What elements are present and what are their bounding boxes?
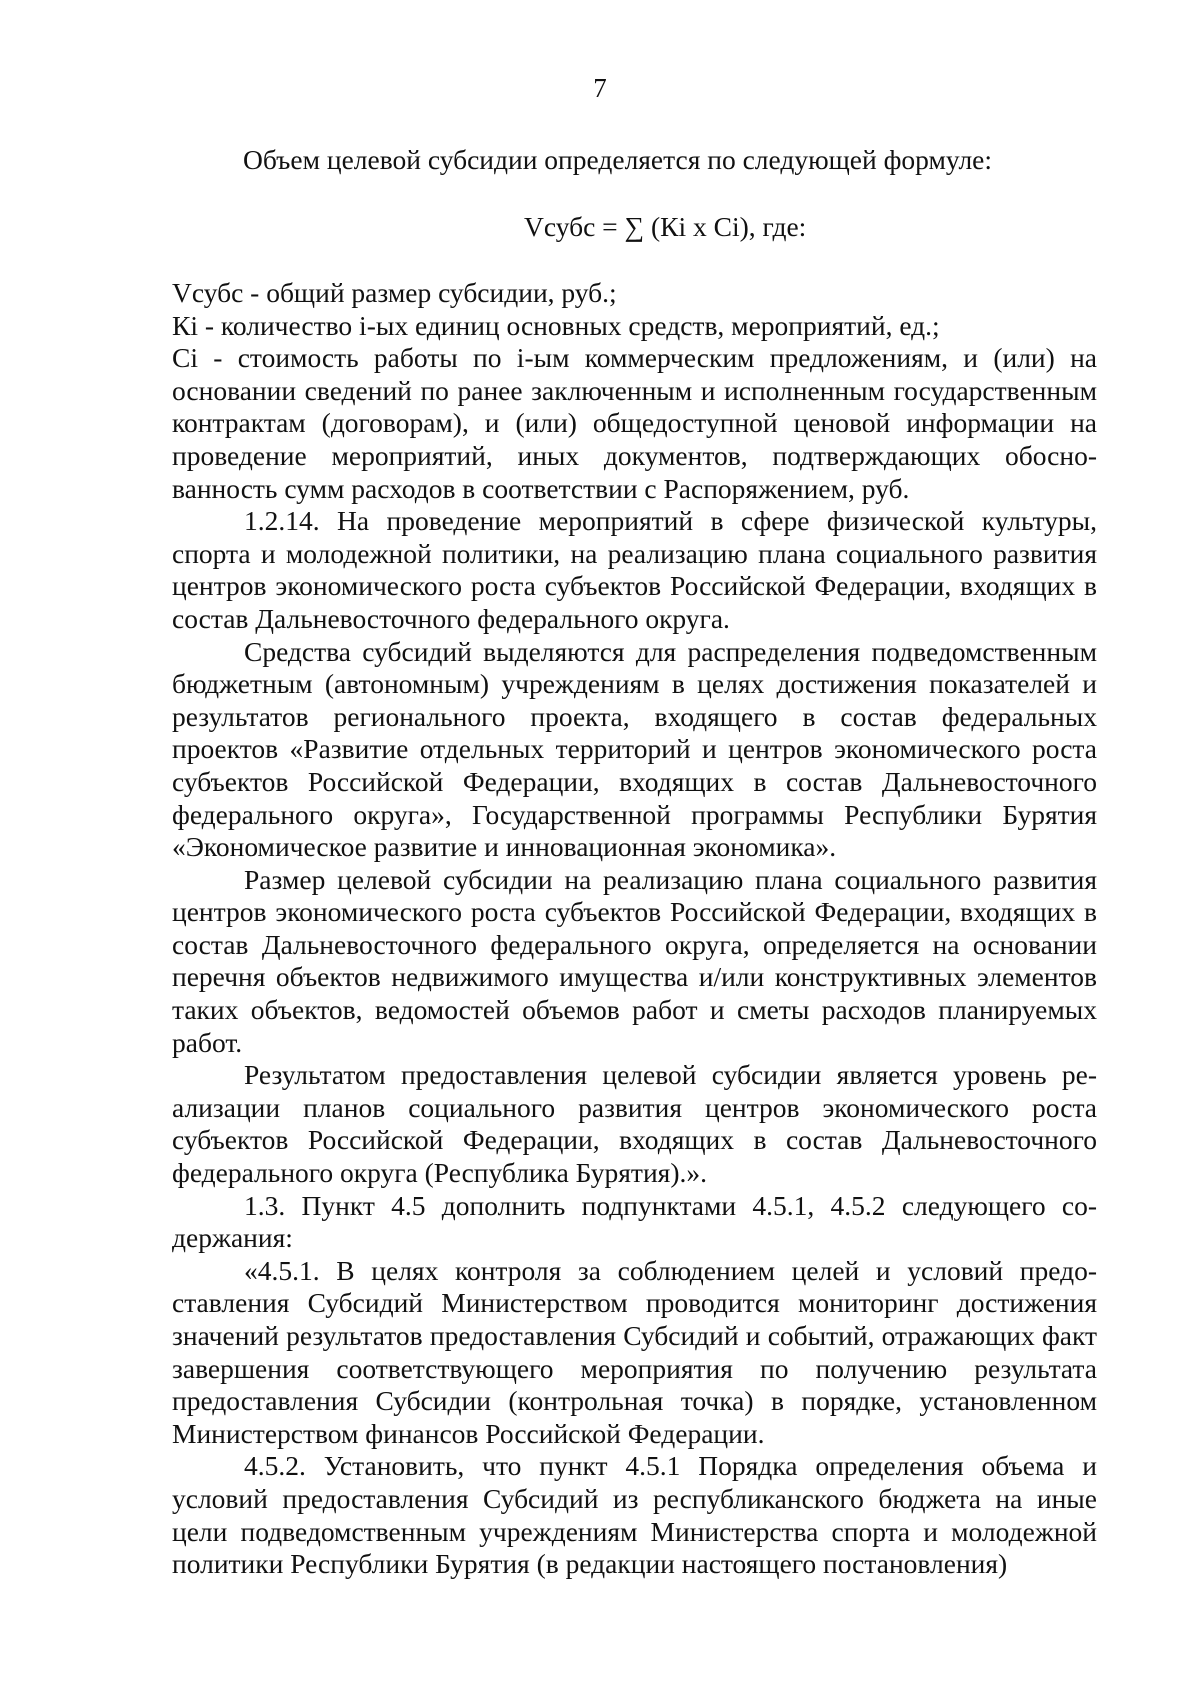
- definition-vsubs: Vсубс - общий размер субсидии, руб.;: [172, 277, 617, 308]
- paragraph-subsidy-result: Результатом предоставления целевой субсидии является уровень реализации планов социального развития центров экономического роста субъектов Российской Федерации, входящих в состав Дальневосточного федерального округа (Республика Бурятия).».: [172, 1059, 1097, 1189]
- page-number: 7: [593, 73, 607, 103]
- definition-ci: Ci - стоимость работы по i-ым коммерческим предложениям, и (или) на основании сведений по ранее заключенным и исполненным государственным контрактам (договорам), и (или) общедоступной ценовой информации на проведение мероприятий, иных документов, подтверждающих обоснованность сумм расходов в соответствии с Распоряжением, руб.: [172, 342, 1097, 504]
- paragraph-4-5-2: 4.5.2. Установить, что пункт 4.5.1 Порядка определения объема и условий предоставления Субсидий из республиканского бюджета на иные цели подведомственным учреждениям Министерства спорта и молодежной политики Республики Бурятия (в редакции настоящего постановления): [172, 1450, 1097, 1580]
- definition-ki: Кi - количество i-ых единиц основных средств, мероприятий, ед.;: [172, 309, 940, 341]
- paragraph-subsidy-size: Размер целевой субсидии на реализацию плана социального развития центров экономического роста субъектов Российской Федерации, входящих в состав Дальневосточного федерального округа, определяется на основании перечня объектов недвижимого имущества и/или конструктивных элементов таких объектов, ведомостей объемов работ и сметы расходов планируемых работ.: [172, 863, 1097, 1058]
- paragraph-subsidy-allocation: Средства субсидий выделяются для распределения подведомственным бюджетным (автономным) учреждениям в целях достижения показателей и результатов регионального проекта, входящего в состав федеральных проектов «Развитие отдельных территорий и центров экономического роста субъектов Российской Федерации, входящих в состав Дальневосточного федерального округа», Государственной программы Республики Бурятия «Экономическое развитие и инновационная экономика».: [172, 635, 1097, 863]
- formula-intro: Объем целевой субсидии определяется по следующей формуле:: [243, 144, 993, 175]
- subsidy-formula: Vсубс = ∑ (Кi x Ci), где:: [524, 211, 807, 242]
- paragraph-4-5-1: «4.5.1. В целях контроля за соблюдением целей и условий предоставления Субсидий Министерством проводится мониторинг достижения значений результатов предоставления Субсидий и событий, отражающих факт завершения соответствующего мероприятия по получению результата предоставления Субсидии (контрольная точка) в порядке, установленном Министерством финансов Российской Федерации.: [172, 1254, 1097, 1449]
- document-body: [172, 277, 1097, 1581]
- paragraph-1-3: 1.3. Пункт 4.5 дополнить подпунктами 4.5.1, 4.5.2 следующего содержания:: [172, 1189, 1097, 1254]
- paragraph-1-2-14: 1.2.14. На проведение мероприятий в сфере физической культуры, спорта и молодежной политики, на реализацию плана социального развития центров экономического роста субъектов Российской Федерации, входящих в состав Дальневосточного федерального округа.: [172, 505, 1097, 634]
